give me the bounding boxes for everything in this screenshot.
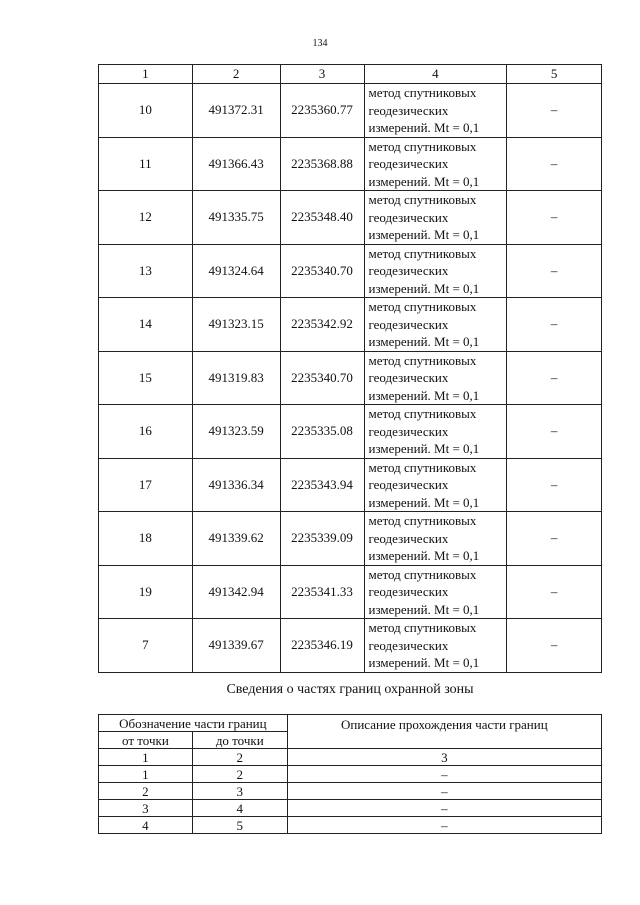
- x-coordinate-cell: 491319.83: [192, 351, 280, 405]
- point-number-cell: 16: [99, 405, 193, 459]
- y-coordinate-cell: 2235343.94: [280, 458, 364, 512]
- from-point-cell: 3: [99, 800, 193, 817]
- from-point-cell: 4: [99, 817, 193, 834]
- x-coordinate-cell: 491366.43: [192, 137, 280, 191]
- to-point-cell: 5: [192, 817, 287, 834]
- note-cell: –: [507, 298, 602, 352]
- table-row: [99, 137, 602, 191]
- description-cell: –: [287, 800, 601, 817]
- table-row: [99, 512, 602, 566]
- to-point-cell: 2: [192, 766, 287, 783]
- column-number: 4: [364, 65, 507, 84]
- point-number-cell: 11: [99, 137, 193, 191]
- method-text-line: геодезических: [368, 584, 449, 599]
- column-number: 3: [280, 65, 364, 84]
- point-number-cell: 18: [99, 512, 193, 566]
- table-row: [99, 817, 602, 834]
- x-coordinate-cell: 491323.59: [192, 405, 280, 459]
- group-header: Обозначение части границ: [99, 715, 288, 732]
- method-cell: [364, 458, 507, 512]
- table-row: [99, 405, 602, 459]
- table-row: [99, 800, 602, 817]
- method-cell: [364, 244, 507, 298]
- page-number: 134: [312, 38, 328, 49]
- x-coordinate-cell: 491336.34: [192, 458, 280, 512]
- method-text-line: геодезических: [368, 477, 449, 492]
- table-row: [99, 783, 602, 800]
- table-row: [99, 565, 602, 619]
- point-number-cell: 12: [99, 191, 193, 245]
- table-row: [99, 191, 602, 245]
- method-text-line: измерений. Mt = 0,1: [368, 120, 480, 135]
- method-text-line: геодезических: [368, 370, 449, 385]
- method-text-line: метод спутниковых: [368, 192, 477, 207]
- method-text-line: метод спутниковых: [368, 620, 477, 635]
- table-header-row: [99, 65, 602, 84]
- method-text-line: измерений. Mt = 0,1: [368, 173, 480, 189]
- boundary-parts-table: [98, 714, 602, 834]
- method-text-line: измерений. Mt = 0,1: [368, 280, 480, 296]
- method-text-line: метод спутниковых: [368, 459, 477, 475]
- note-cell: –: [507, 84, 602, 138]
- table-row: [99, 84, 602, 138]
- method-text-line: геодезических: [368, 637, 449, 653]
- method-text-line: геодезических: [368, 316, 449, 332]
- method-text-line: метод спутниковых: [368, 245, 477, 261]
- method-cell: [364, 565, 507, 619]
- note-cell: –: [507, 458, 602, 512]
- note-cell: –: [507, 137, 602, 191]
- method-text-line: геодезических: [368, 102, 449, 118]
- from-point-cell: 2: [99, 783, 193, 800]
- y-coordinate-cell: 2235342.92: [280, 298, 364, 352]
- note-cell: –: [507, 191, 602, 245]
- point-number-cell: 15: [99, 351, 193, 405]
- y-coordinate-cell: 2235341.33: [280, 565, 364, 619]
- x-coordinate-cell: 491323.15: [192, 298, 280, 352]
- x-coordinate-cell: 491342.94: [192, 565, 280, 619]
- y-coordinate-cell: 2235335.08: [280, 405, 364, 459]
- table-row: [99, 351, 602, 405]
- method-text-line: метод спутниковых: [368, 85, 477, 100]
- section-title: Сведения о частях границ охранной зоны: [226, 682, 474, 697]
- table-row: [99, 619, 602, 673]
- method-text-line: измерений. Mt = 0,1: [368, 441, 480, 456]
- note-cell: –: [507, 351, 602, 405]
- method-cell: [364, 619, 507, 673]
- point-number-cell: 7: [99, 619, 193, 673]
- method-text-line: измерений. Mt = 0,1: [368, 494, 480, 510]
- x-coordinate-cell: 491335.75: [192, 191, 280, 245]
- method-text-line: геодезических: [368, 263, 449, 278]
- to-point-cell: 4: [192, 800, 287, 817]
- point-number-cell: 19: [99, 565, 193, 619]
- description-cell: –: [287, 783, 601, 800]
- column-number: 1: [99, 65, 193, 84]
- y-coordinate-cell: 2235340.70: [280, 244, 364, 298]
- note-cell: –: [507, 565, 602, 619]
- table-header-row: [99, 715, 602, 732]
- method-text-line: метод спутниковых: [368, 352, 477, 368]
- method-cell: [364, 298, 507, 352]
- method-cell: [364, 84, 507, 138]
- column-number: 5: [507, 65, 602, 84]
- to-point-header: до точки: [192, 732, 287, 749]
- y-coordinate-cell: 2235368.88: [280, 137, 364, 191]
- point-number-cell: 14: [99, 298, 193, 352]
- note-cell: –: [507, 405, 602, 459]
- column-numbers-row: [99, 749, 602, 766]
- method-text-line: метод спутниковых: [368, 513, 477, 528]
- method-text-line: геодезических: [368, 530, 449, 546]
- method-text-line: измерений. Mt = 0,1: [368, 334, 480, 349]
- table-row: [99, 298, 602, 352]
- y-coordinate-cell: 2235348.40: [280, 191, 364, 245]
- note-cell: –: [507, 512, 602, 566]
- method-text-line: геодезических: [368, 209, 449, 225]
- table-row: [99, 766, 602, 783]
- method-cell: [364, 351, 507, 405]
- method-text-line: измерений. Mt = 0,1: [368, 655, 480, 670]
- x-coordinate-cell: 491324.64: [192, 244, 280, 298]
- y-coordinate-cell: 2235340.70: [280, 351, 364, 405]
- method-cell: [364, 405, 507, 459]
- column-number: 1: [99, 749, 193, 766]
- from-point-header: от точки: [99, 732, 193, 749]
- method-text-line: метод спутниковых: [368, 138, 477, 154]
- y-coordinate-cell: 2235360.77: [280, 84, 364, 138]
- method-text-line: геодезических: [368, 423, 449, 439]
- point-number-cell: 13: [99, 244, 193, 298]
- method-text-line: измерений. Mt = 0,1: [368, 601, 480, 617]
- note-cell: –: [507, 619, 602, 673]
- method-cell: [364, 137, 507, 191]
- point-number-cell: 10: [99, 84, 193, 138]
- method-text-line: измерений. Mt = 0,1: [368, 387, 480, 403]
- method-text-line: измерений. Mt = 0,1: [368, 548, 480, 563]
- coordinates-table: [98, 64, 602, 673]
- column-number: 2: [192, 749, 287, 766]
- description-header: Описание прохождения части границ: [287, 715, 601, 749]
- method-text-line: метод спутниковых: [368, 406, 477, 421]
- description-cell: –: [287, 817, 601, 834]
- method-cell: [364, 191, 507, 245]
- method-text-line: метод спутниковых: [368, 299, 477, 314]
- column-number: 3: [287, 749, 601, 766]
- from-point-cell: 1: [99, 766, 193, 783]
- method-text-line: геодезических: [368, 156, 449, 171]
- table-row: [99, 244, 602, 298]
- x-coordinate-cell: 491339.67: [192, 619, 280, 673]
- y-coordinate-cell: 2235346.19: [280, 619, 364, 673]
- column-number: 2: [192, 65, 280, 84]
- note-cell: –: [507, 244, 602, 298]
- table-row: [99, 458, 602, 512]
- to-point-cell: 3: [192, 783, 287, 800]
- x-coordinate-cell: 491372.31: [192, 84, 280, 138]
- description-cell: –: [287, 766, 601, 783]
- method-cell: [364, 512, 507, 566]
- y-coordinate-cell: 2235339.09: [280, 512, 364, 566]
- x-coordinate-cell: 491339.62: [192, 512, 280, 566]
- method-text-line: измерений. Mt = 0,1: [368, 227, 480, 242]
- point-number-cell: 17: [99, 458, 193, 512]
- method-text-line: метод спутниковых: [368, 566, 477, 582]
